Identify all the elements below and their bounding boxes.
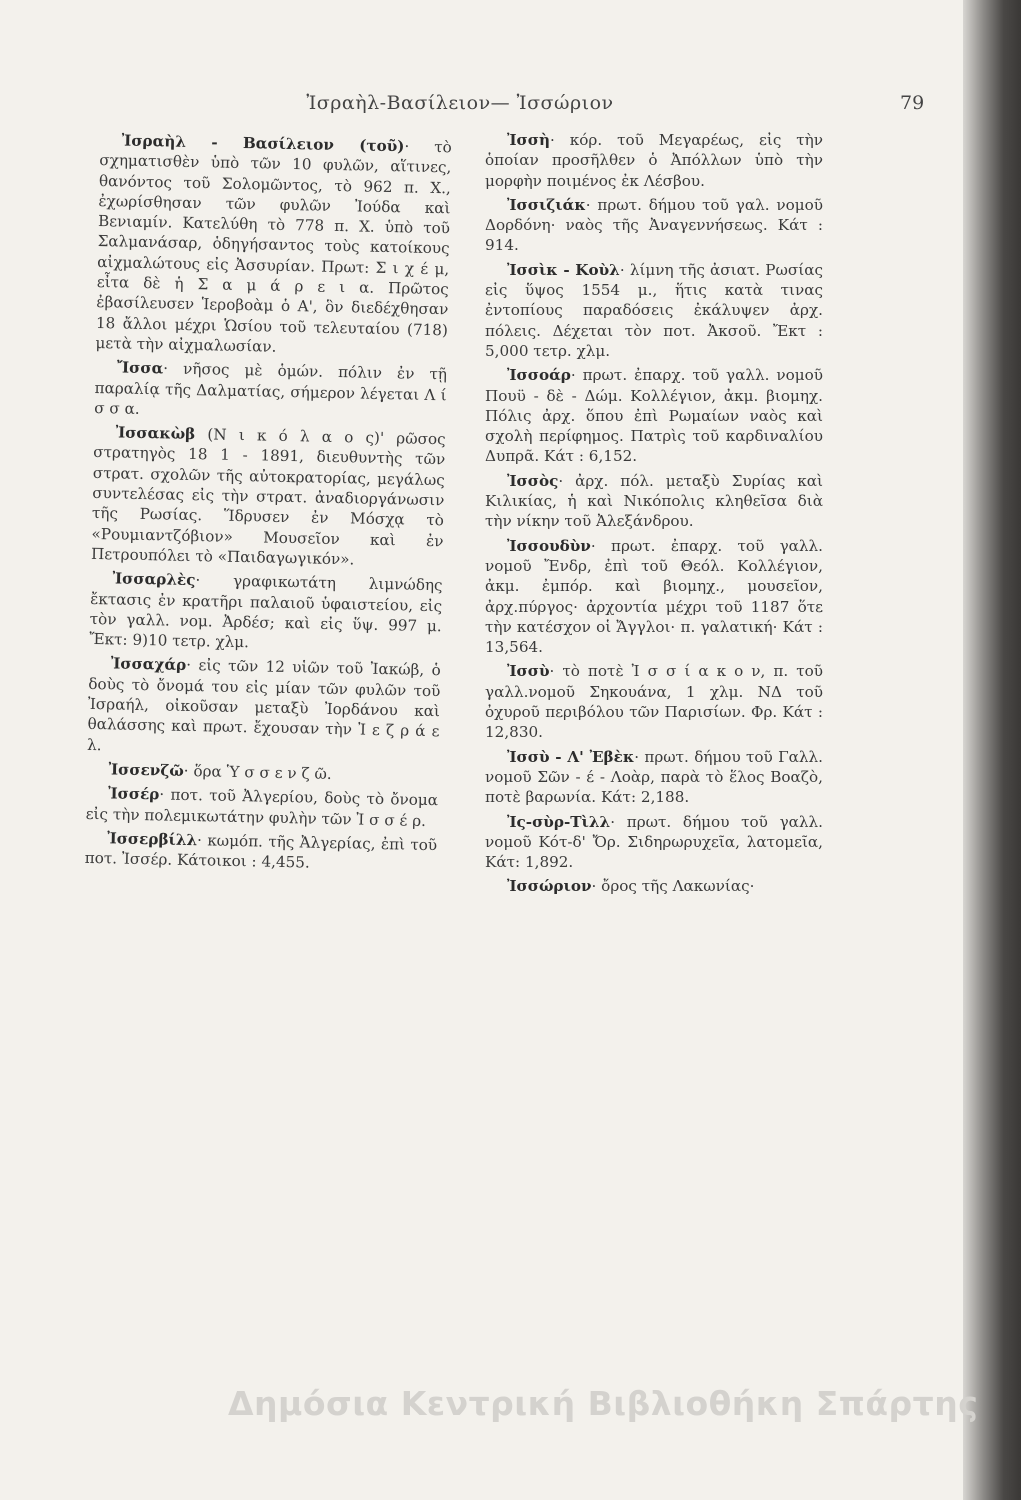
- entry-text: · γραφικωτάτη λιμνώδης ἔκτασις ἐν κρατῆρι παλαιοῦ ὑφαιστείου, εἰς τὸν γαλλ. νομ. Ἀρδέσ; καὶ εἰς ὕψ. 997 μ. Ἔκτ: 9)10 τετρ. χλμ.: [89, 571, 443, 652]
- entry-headword: Ἰσσώριον: [507, 877, 592, 896]
- dictionary-entry: [86, 759, 438, 787]
- dictionary-entry: [485, 536, 823, 658]
- dictionary-entry: [485, 812, 823, 873]
- entry-headword: Ἰσσερβίλλ: [106, 829, 198, 849]
- entry-text: · νῆσος μὲ ὁμών. πόλιν ἐν τῇ παραλίᾳ τῆς Δαλματίας, σήμερον λέγεται Λ ί σ σ α.: [93, 359, 448, 418]
- entry-text: · λίμνη τῆς ἀσιατ. Ρωσίας εἰς ὕψος 1554 μ., ἥτις κατὰ τινας ἐντοπίους παραδόσεις ἐκάλυψεν ἀρχ. πόλεις. Δέχεται τὸν ποτ. Ἀκσοῦ. Ἔκτ : 5,000 τετρ. χλμ.: [485, 260, 823, 360]
- entry-headword: Ἰσσαρλὲς: [112, 569, 196, 590]
- dictionary-entry: [94, 357, 447, 425]
- entry-headword: Ἰσσὺ: [507, 662, 550, 681]
- entry-text: (Ν ι κ ό λ α ο ς)' ρῶσος στρατηγὸς 18 1 - 1891, διευθυντὴς τῶν στρατ. σχολῶν τῆς αὐτοκρατορίας, μεγάλως συντελέσας εἰς τὴν στρατ. ἀναδιοργάνωσιν τῆς Ρωσίας. Ἵδρυσεν ἐν Μόσχᾳ τὸ «Ρουμιαντζόβιον» Μουσεῖον καὶ ἐν Πετρουπόλει τὸ «Παιδαγωγικόν».: [90, 425, 446, 569]
- entry-text: · πρωτ. δήμου τοῦ Γαλλ. νομοῦ Σῶν - έ - Λοὰρ, παρὰ τὸ ἕλος Βοαζὸ, ποτὲ βαρωνία. Κάτ: 2,188.: [485, 747, 823, 807]
- dictionary-entry: [87, 653, 441, 762]
- left-column: [84, 130, 451, 880]
- entry-headword: Ἰσσοάρ: [507, 366, 571, 385]
- entry-headword: Ἰσσὸς: [507, 471, 559, 490]
- entry-text: · πρωτ. ἐπαρχ. τοῦ γαλλ. νομοῦ Πουϋ - δὲ - Δώμ. Κολλέγιον, ἀκμ. βιομηχ. Πόλις ἀρχ. ὅπου ἐπὶ Ρωμαίων ναὸς καὶ σχολὴ περίφημος. Πατρὶς τοῦ καρδιναλίου Δυπρᾶ. Κάτ : 6,152.: [485, 366, 823, 466]
- entry-text: · πρωτ. δήμου τοῦ γαλ. νομοῦ Δορδόνη· ναὸς τῆς Ἀναγεννήσεως. Κάτ : 914.: [485, 195, 823, 255]
- dictionary-entry: [485, 471, 823, 532]
- entry-headword: Ἰσσουδὺν: [507, 536, 591, 555]
- entry-headword: Ἰσσὺ - Λ' Ἐβὲκ: [507, 747, 635, 766]
- entry-text: · ποτ. τοῦ Ἀλγερίου, δοὺς τὸ ὄνομα εἰς τὴν πολεμικωτάτην φυλὴν τῶν Ἰ σ σ έ ρ.: [85, 785, 439, 830]
- dictionary-entry: [485, 260, 823, 361]
- running-header: Ἰσραὴλ-Βασίλειον— Ἰσσώριον: [306, 92, 614, 114]
- dictionary-entry: [85, 783, 438, 831]
- entry-text: · ὄρος τῆς Λακωνίας·: [591, 877, 755, 896]
- entry-headword: Ἰσσιζιάκ: [507, 195, 586, 214]
- entry-text: · ὅρα Ὑ σ σ ε ν ζ ῶ.: [183, 761, 332, 783]
- dictionary-entry: [485, 130, 823, 191]
- entry-headword: Ἰσσέρ: [107, 784, 160, 804]
- entry-headword: Ἰσσὶκ - Κοὺλ: [507, 260, 620, 279]
- entry-text: · τὸ σχηματισθὲν ὑπὸ τῶν 10 φυλῶν, αἵτινες, θανόντος τοῦ Σολομῶντος, τὸ 962 π. Χ., ἐχωρίσθησαν τῶν φυλῶν Ἰούδα καὶ Βενιαμίν. Κατελύθη τὸ 778 π. Χ. ὑπὸ τοῦ Σαλμανάσαρ, ὁδηγήσαντος τοὺς κατοίκους αἰχμαλώτους εἰς Ἀσσυρίαν. Πρωτ: Σ ι χ έ μ, εἶτα δὲ ἡ Σ α μ ά ρ ε ι α. Πρῶτος ἐβασίλευσεν Ἱεροβοὰμ ὁ Α', ὃν διεδέχθησαν 18 ἄλλοι μέχρι Ὡσίου τοῦ τελευταίου (718) μετὰ τὴν αἰχμαλωσίαν.: [95, 137, 452, 356]
- dictionary-entry: [91, 422, 446, 571]
- entry-text: · πρωτ. δήμου τοῦ γαλλ. νομοῦ Κότ-δ' Ὄρ. Σιδηρωρυχεῖα, λατομεῖα, Κάτ: 1,892.: [485, 812, 823, 872]
- entry-headword: Ἴσσα: [116, 358, 164, 378]
- dictionary-entry: [485, 876, 823, 896]
- entry-headword: Ἰς-σὺρ-Τὶλλ: [507, 812, 611, 831]
- entry-headword: Ἰσραὴλ - Βασίλειον (τοῦ): [121, 131, 405, 156]
- page-number: 79: [900, 92, 925, 114]
- entry-text: · κωμόπ. τῆς Ἀλγερίας, ἐπὶ τοῦ ποτ. Ἰσσέρ. Κάτοικοι : 4,455.: [84, 830, 438, 872]
- entry-headword: Ἰσσὴ: [507, 131, 550, 149]
- entry-text: · πρωτ. ἐπαρχ. τοῦ γαλλ. νομοῦ Ἔνδρ, ἐπὶ τοῦ Θεόλ. Κολλέγιον, ἀκμ. ἐμπόρ. καὶ βιομηχ., μουσεῖον, ἀρχ.πύργος· ἀρχοντία μέχρι τοῦ 1187 ὅτε τὴν κατέσχον οἱ Ἄγγλοι· π. γαλατική· Κάτ : 13,564.: [485, 536, 823, 657]
- dictionary-entry: [89, 568, 443, 657]
- dictionary-entry: [485, 661, 823, 742]
- entry-headword: Ἰσσακὼβ: [115, 423, 196, 444]
- entry-text: · ἀρχ. πόλ. μεταξὺ Συρίας καὶ Κιλικίας, ἡ καὶ Νικόπολις κληθεῖσα διὰ τὴν νίκην τοῦ Ἀλεξάνδρου.: [485, 471, 823, 531]
- dictionary-entry: [95, 130, 452, 361]
- entry-text: · εἰς τῶν 12 υἱῶν τοῦ Ἰακώβ, ὁ δοὺς τὸ ὄνομά του εἰς μίαν τῶν φυλῶν τοῦ Ἰσραήλ, οἰκοῦσαν μεταξὺ Ἰορδάνου καὶ θαλάσσης καὶ πρωτ. ἔχουσαν τὴν Ἰ ε ζ ρ ά ε λ.: [86, 656, 441, 754]
- dictionary-entry: [485, 195, 823, 256]
- right-column: [485, 130, 823, 901]
- dictionary-entry: [85, 828, 438, 876]
- dictionary-entry: [485, 365, 823, 466]
- entry-headword: Ἰσσενζῶ: [108, 760, 184, 780]
- page-edge-shadow: [963, 0, 1021, 1500]
- entry-text: · τὸ ποτὲ Ἰ σ σ ί α κ ο ν, π. τοῦ γαλλ.νομοῦ Σηκουάνα, 1 χλμ. ΝΔ τοῦ ὀχυροῦ περιβόλου τῶν Παρισίων. Φρ. Κάτ : 12,830.: [485, 662, 823, 742]
- entry-text: · κόρ. τοῦ Μεγαρέως, εἰς τὴν ὁποίαν προσῆλθεν ὁ Ἀπόλλων ὑπὸ τὴν μορφὴν ποιμένος ἐκ Λέσβου.: [485, 131, 823, 190]
- dictionary-entry: [485, 747, 823, 808]
- library-watermark: Δημόσια Κεντρική Βιβλιοθήκη Σπάρτης: [228, 1384, 979, 1423]
- entry-headword: Ἰσσαχάρ: [110, 654, 187, 675]
